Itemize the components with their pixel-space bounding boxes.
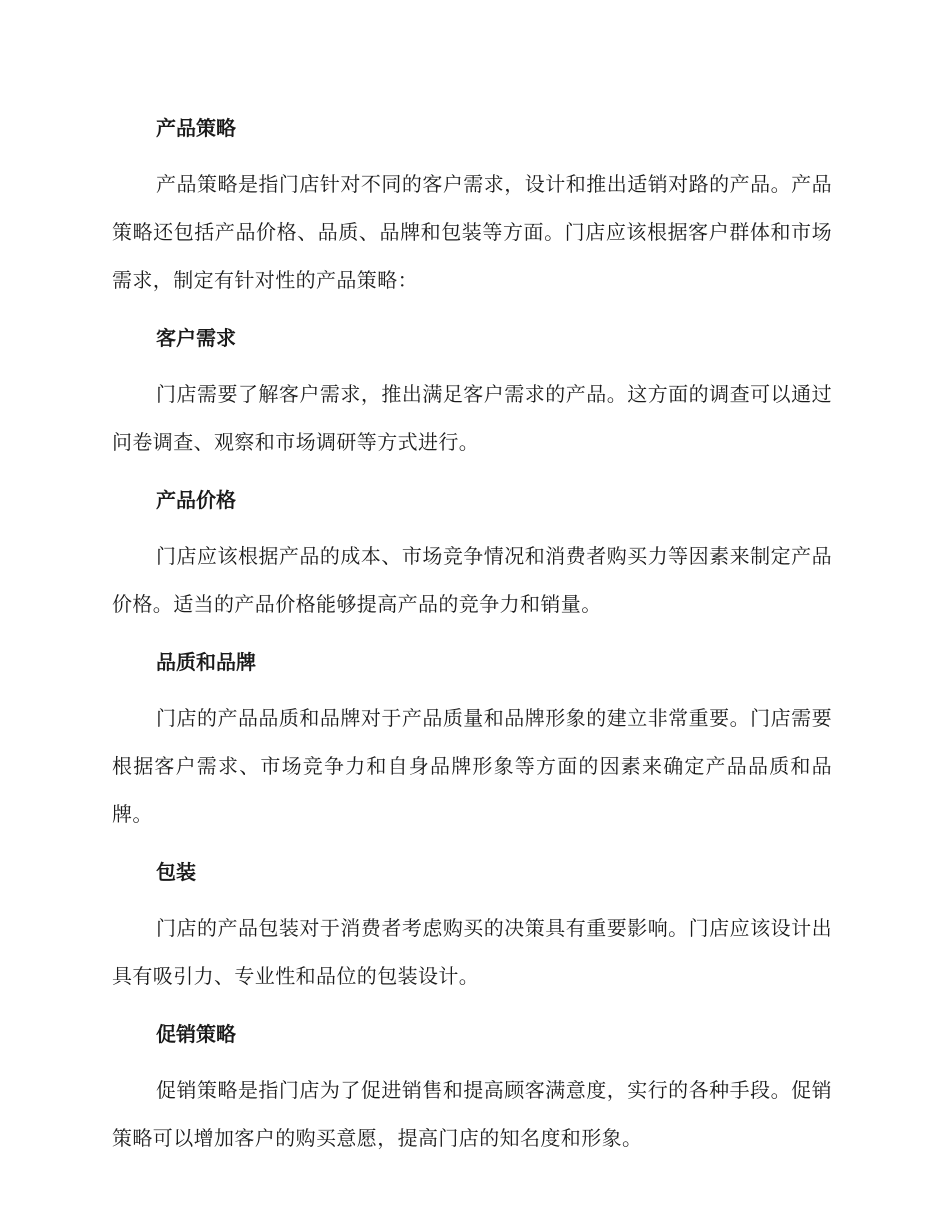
section-paragraph: 促销策略是指门店为了促进销售和提高顾客满意度，实行的各种手段。促销策略可以增加客户的购买意愿，提高门店的知名度和形象。 bbox=[112, 1078, 832, 1150]
section-paragraph: 门店应该根据产品的成本、市场竞争情况和消费者购买力等因素来制定产品价格。适当的产品价格能够提高产品的竞争力和销量。 bbox=[112, 544, 832, 616]
section-quality-brand bbox=[112, 642, 832, 838]
section-product-strategy bbox=[112, 108, 832, 304]
section-heading: 品质和品牌 bbox=[156, 650, 256, 674]
section-heading: 产品价格 bbox=[156, 488, 236, 512]
section-paragraph: 门店的产品包装对于消费者考虑购买的决策具有重要影响。门店应该设计出具有吸引力、专业性和品位的包装设计。 bbox=[112, 916, 832, 988]
section-heading: 包装 bbox=[156, 860, 196, 884]
section-packaging bbox=[112, 852, 832, 1000]
section-paragraph: 门店需要了解客户需求，推出满足客户需求的产品。这方面的调查可以通过问卷调查、观察和市场调研等方式进行。 bbox=[112, 382, 832, 454]
section-heading: 产品策略 bbox=[156, 116, 236, 140]
document-content bbox=[112, 108, 832, 1176]
section-product-price bbox=[112, 480, 832, 628]
section-paragraph: 门店的产品品质和品牌对于产品质量和品牌形象的建立非常重要。门店需要根据客户需求、市场竞争力和自身品牌形象等方面的因素来确定产品品质和品牌。 bbox=[112, 706, 832, 826]
section-promotion-strategy bbox=[112, 1014, 832, 1162]
section-heading: 促销策略 bbox=[156, 1022, 236, 1046]
section-paragraph: 产品策略是指门店针对不同的客户需求，设计和推出适销对路的产品。产品策略还包括产品价格、品质、品牌和包装等方面。门店应该根据客户群体和市场需求，制定有针对性的产品策略： bbox=[112, 172, 832, 292]
section-customer-needs bbox=[112, 318, 832, 466]
section-heading: 客户需求 bbox=[156, 326, 236, 350]
